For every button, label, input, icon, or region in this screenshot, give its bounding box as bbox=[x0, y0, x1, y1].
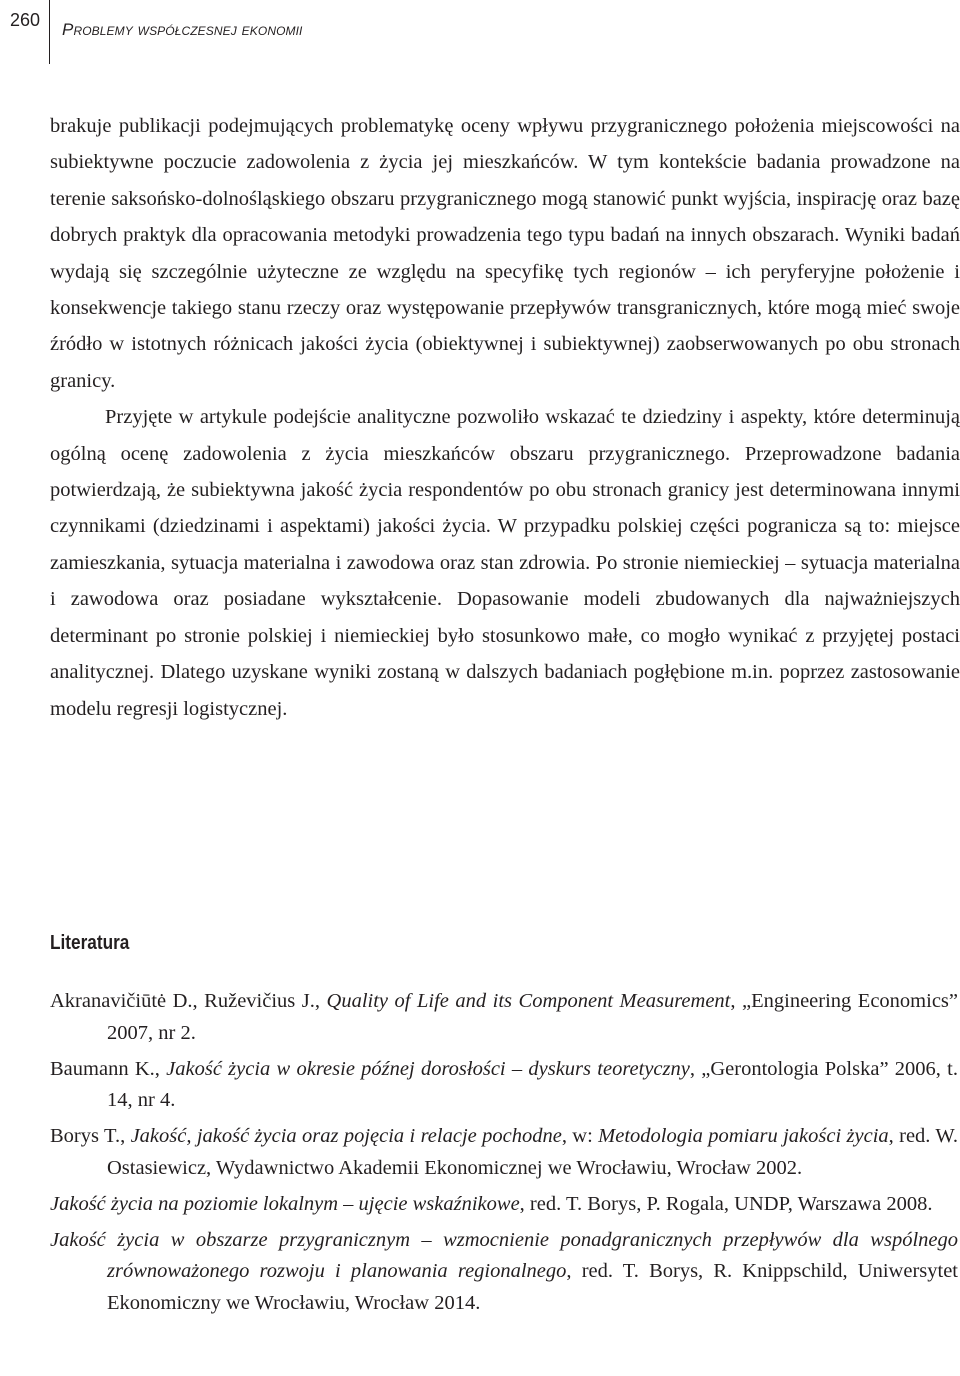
page-number: 260 bbox=[9, 10, 40, 30]
reference-item: Akranavičiūtė D., Ruževičius J., Quality of Life and its Component Measurement, „Engineering Economics” 2007, nr 2. bbox=[50, 990, 958, 1044]
reference-item: Jakość życia na poziomie lokalnym – ujęcie wskaźnikowe, red. T. Borys, P. Rogala, UNDP, Warszawa 2008. bbox=[50, 1192, 933, 1215]
body-paragraph-1: brakuje publikacji podejmujących problematykę oceny wpływu przygranicznego położenia miejscowości na subiektywne poczucie zadowolenia z życia jej mieszkańców. W tym kontekście badania prowadzone na terenie saksońsko-dolnośląskiego obszaru przygranicznego mogą stanowić punkt wyjścia, inspirację oraz bazę dobrych praktyk dla opracowania metodyki prowadzenia tego typu badań na innych obszarach. Wyniki badań wydają się szczególnie użyteczne ze względu na specyfikę tych regionów – ich peryferyjne położenie i konsekwencje takiego stanu rzeczy oraz występowanie przepływów transgranicznych, które mogą mieć swoje źródło w istotnych różnicach jakości życia (obiektywnej i subiektywnej) zaobserwowanych po obu stronach granicy. bbox=[50, 115, 960, 392]
running-head: Problemy współczesnej ekonomii bbox=[62, 20, 303, 39]
header-divider bbox=[49, 0, 50, 64]
reference-list bbox=[50, 986, 958, 1324]
reference-item: Borys T., Jakość, jakość życia oraz pojęcia i relacje pochodne, w: Metodologia pomiaru jakości życia, red. W. Ostasiewicz, Wydawnictwo Akademii Ekonomicznej we Wrocławiu, Wrocław 2002. bbox=[50, 1125, 959, 1179]
body-text bbox=[50, 108, 960, 727]
literature-heading: Literatura bbox=[50, 932, 130, 954]
reference-item: Baumann K., Jakość życia w okresie późnej dorosłości – dyskurs teoretyczny, „Gerontologia Polska” 2006, t. 14, nr 4. bbox=[50, 1057, 958, 1112]
body-paragraph-2: Przyjęte w artykule podejście analityczne pozwoliło wskazać te dziedziny i aspekty, które determinują ogólną ocenę zadowolenia z życia mieszkańców obszaru przygranicznego. Przeprowadzone badania potwierdzają, że subiektywna jakość życia respondentów po obu stronach granicy jest determinowana innymi czynnikami (dziedzinami i aspektami) jakości życia. W przypadku polskiej części pogranicza są to: miejsce zamieszkania, sytuacja materialna i zawodowa oraz stan zdrowia. Po stronie niemieckiej – sytuacja materialna i zawodowa oraz posiadane wykształcenie. Dopasowanie modeli zbudowanych dla najważniejszych determinant po stronie polskiej i niemieckiej było stosunkowo małe, co mogło wynikać z przyjętej postaci analitycznej. Dlatego uzyskane wyniki zostaną w dalszych badaniach pogłębione m.in. poprzez zastosowanie modelu regresji logistycznej. bbox=[50, 406, 960, 720]
reference-item: Jakość życia w obszarze przygranicznym – wzmocnienie ponadgranicznych przepływów dla wspólnego zrównoważonego rozwoju i planowania regionalnego, red. T. Borys, R. Knippschild, Uniwersytet Ekonomiczny we Wrocławiu, Wrocław 2014. bbox=[50, 1228, 958, 1315]
